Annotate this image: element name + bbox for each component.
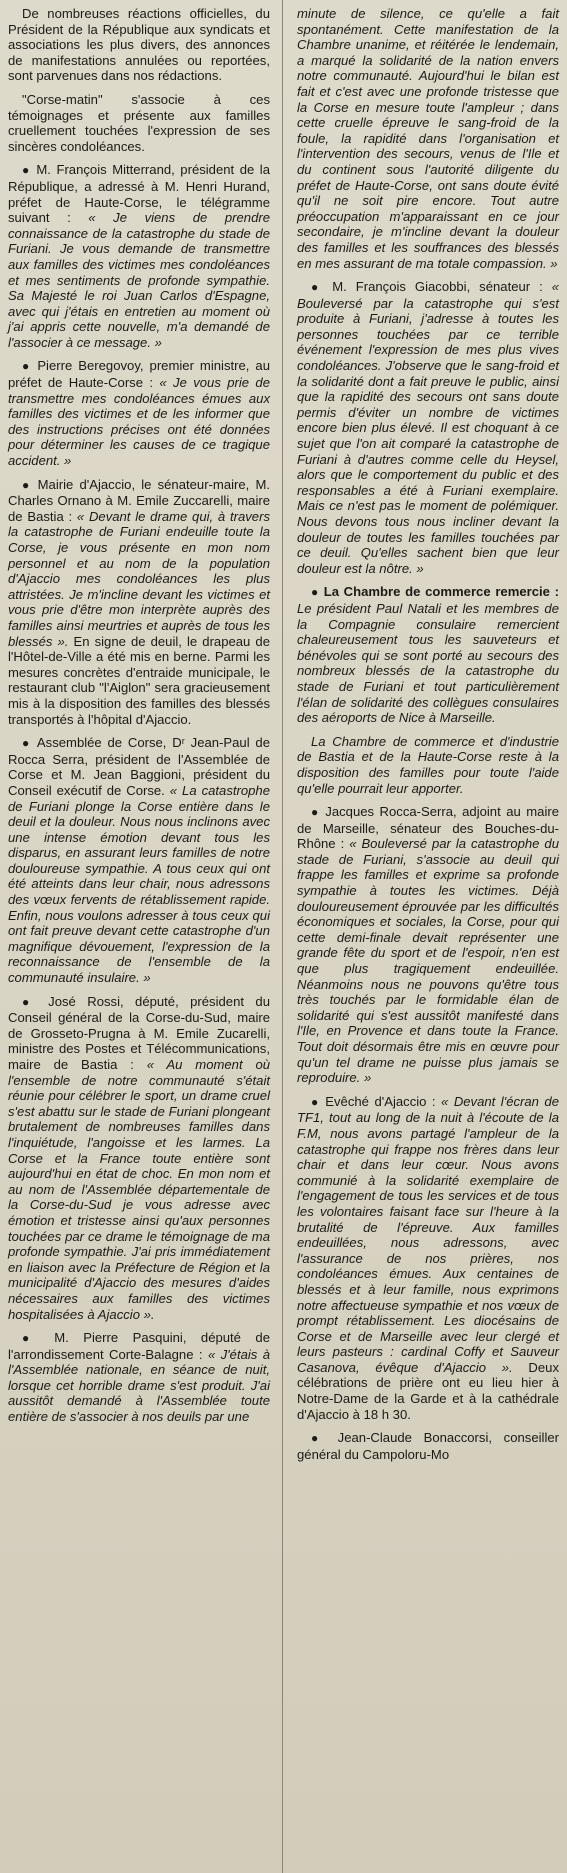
left-column [8,6,270,1433]
corse-matin-paragraph: "Corse-matin" s'associe à ces témoignages et présente aux familles cruellement touchées l'expression de ses sincères condoléances. [8,91,270,154]
rocca-paragraph [297,804,559,1086]
column-divider [282,0,283,1873]
rossi-lead: José Rossi, député, président du Conseil général de la Corse-du-Sud, maire de Grosseto-Prugna à M. Emile Zucarelli, ministre des Postes et Télécommunications, maire de Bastia : [8,993,270,1072]
pasquini-quote: « J'étais à l'Assemblée nationale, en séance de nuit, lorsque cet horrible drame s'est produit. J'ai aussitôt demandé à l'Assemblée toute entière de s'associer à nos deuils par une [8,1346,271,1425]
giacobbi-paragraph [297,279,559,576]
intro-paragraph: De nombreuses réactions officielles, du Président de la République aux syndicats et associations les plus divers, des annonces de manifestations annulées ou reportées, sont parvenues dans nos rédactions. [8,6,270,84]
beregovoy-quote: « Je vous prie de transmettre mes condoléances émues aux familles des victimes et de les informer que des instructions précises ont été données pour déterminer les causes de ce tragique accident. » [8,375,270,469]
assemblee-quote: « La catastrophe de Furiani plonge la Corse entière dans le deuil et la douleur. Nous nous inclinons avec une intense émotion devant tous les disparus, en assurant leurs familles de notre douloureuse sympathie. A tous ceux qui ont été atteints dans leur chair, nous adressons des vœux fervents de rétablissement rapide. Enfin, nous voulons adresser à tous ceux qui ont fait preuve devant cette catastrophe d'un magnifique dévouement, l'expression de la reconnaissance de l'ensemble de la communauté insulaire. » [8,782,270,986]
ajaccio-paragraph [8,477,270,728]
beregovoy-lead: Pierre Beregovoy, premier ministre, au préfet de Haute-Corse : [8,358,270,391]
bonaccorsi-paragraph [297,1430,559,1462]
pasquini-paragraph [8,1330,270,1425]
mitterrand-lead: M. François Mitterrand, président de la République, a adressé à M. Henri Hurand, préfet de Haute-Corse, le télégramme suivant : [8,162,270,226]
eveche-quote: « Devant l'écran de TF1, tout au long de la nuit à l'écoute de la F.M, nous avons partagé l'ampleur de la catastrophe qui frappe nos frères dans leur chair et dans leur cœur. Nous avons communié à la solidarité exemplaire de l'engagement de tous les services et de tous les volontaires faisant face sur l'heure à la brutalité de l'épreuve. Aux familles endeuillées, nous adressons, avec l'assurance de nos prières, nos condoléances émues. Aux centaines de blessés et à leur famille, nous exprimons notre affectueuse sympathie et nos vœux de prompt rétablissement. Les diocésains de Corse et de Marseille avec leur clergé et leurs pasteurs : cardinal Coffy et Sauveur Casanova, évêque d'Ajaccio ». [297,1093,559,1375]
rossi-paragraph [8,994,270,1322]
bonaccorsi-lead: Jean-Claude Bonaccorsi, conseiller général du Campoloru-Mo [297,1430,559,1462]
chambre-tail-paragraph [297,734,559,796]
pasquini-lead: M. Pierre Pasquini, député de l'arrondissement Corte-Balagne : [8,1330,270,1362]
assemblee-paragraph [8,735,270,986]
right-column [297,6,559,1470]
chambre-tail: La Chambre de commerce et d'industrie de Bastia et de la Haute-Corse reste à la disposition des familles pour toute l'aide qu'elle pourrait leur apporter. [297,733,559,796]
mitterrand-quote: « Je viens de prendre connaissance de la catastrophe du stade de Furiani. Je vous demande de transmettre aux familles des victimes mes condoléances et mes sentiments de profonde sympathie. Sa Majesté le roi Juan Carlos d'Espagne, avec qui j'étais en entretien au moment où j'ai appris cette nouvelle, m'a demandé de l'associer à ce message. » [8,210,270,350]
rocca-quote: « Bouleversé par la catastrophe du stade de Furiani, s'associe au deuil qui frappe les familles et exprime sa profonde sympathie à toutes les victimes. Déjà douloureusement éprouvée par les difficultés économiques et sociales, la Corse, pour qui cette demi-finale devait représenter une grande fête du sport et de l'espoir, n'en est que plus tragiquement endeuillée. Néanmoins nous ne pouvons qu'être tous très touchés par le formidable élan de solidarité qui s'est aussitôt manifesté dans l'Ile, en Provence et dans toute la France. Tout doit désormais être mis en œuvre pour qu'un tel drame ne puisse plus jamais se reproduire. » [297,836,559,1086]
rossi-quote: « Au moment où l'ensemble de notre communauté s'était réunie pour célébrer le sport, un drame cruel s'est abattu sur le stade de Furiani plongeant brutalement de nombreuses familles dans l'inquiétude, l'angoisse et les larmes. La Corse et la France toute entière sont aujourd'hui en état de choc. En mon nom et au nom de l'Assemblée départementale de la Corse-du-Sud je vous adresse avec émotion et tristesse ainsi qu'aux personnes touchées par ce drame le témoignage de ma profonde sympathie. J'ai pris immédiatement en liaison avec la Préfecture de Région et la municipalité d'Ajaccio des mesures d'aides nécessaires aux familles des victimes hospitalisées à Ajaccio ». [8,1057,271,1322]
beregovoy-paragraph [8,358,270,468]
ajaccio-lead: Mairie d'Ajaccio, le sénateur-maire, M. Charles Ornano à M. Emile Zuccarelli, maire de Bastia : [8,476,270,524]
eveche-paragraph [297,1094,559,1422]
chambre-paragraph [297,584,559,725]
pasquini-continued [297,6,559,271]
ajaccio-quote: « Devant le drame qui, à travers la catastrophe de Furiani endeuille toute la Corse, je vous présente en mon nom personnel et au nom de la population d'Ajaccio mes condoléances les plus attristées. Je m'incline devant les victimes et vous prie d'être mon interprète auprès des familles ainsi meurtries et auprès de tous les blessés ». [8,508,270,649]
eveche-tail: Deux célébrations de prière ont eu lieu hier à Notre-Dame de la Garde et à la cathédrale d'Ajaccio à 18 h 30. [297,1359,559,1422]
rocca-lead: Jacques Rocca-Serra, adjoint au maire de Marseille, sénateur des Bouches-du-Rhône : [297,804,559,852]
giacobbi-quote: « Bouleversé par la catastrophe qui s'est produite à Furiani, j'adresse à toutes les personnes touchées par ce terrible événement l'expression de mes plus vives condoléances. J'observe que le sang-froid et la solidarité dont a fait preuve le public, ainsi que la rapidité des secours ont sans doute permis d'éviter un nombre de victimes encore bien plus élevé. Il est choquant à ce sujet que l'on ait comparé la catastrophe de Furiani à d'autres comme celle du Heysel, alors que le comportement du public et des responsables a été à Furiani exemplaire. Mais ce n'est pas le moment de polémiquer. Nous devons tous nous incliner devant la douleur de toutes les familles touchées par ce deuil. Qu'elles sachent bien que leur douleur est la nôtre. » [297,279,559,576]
ajaccio-tail: En signe de deuil, le drapeau de l'Hôtel-de-Ville a été mis en berne. Parmi les mesures concrètes d'entraide municipale, le restaurant club "l'Aiglon" sera gracieusement mis à la disposition des familles des blessés transportés à l'hôpital d'Ajaccio. [8,633,270,727]
giacobbi-lead: M. François Giacobbi, sénateur : [332,279,552,295]
mitterrand-paragraph [8,162,270,350]
eveche-lead: Evêché d'Ajaccio : [325,1093,442,1109]
assemblee-lead: Assemblée de Corse, Dʳ Jean-Paul de Rocca Serra, président de l'Assemblée de Corse et M. Jean Baggioni, président du Conseil exécutif de Corse. [8,735,270,798]
pasquini-quote-cont: minute de silence, ce qu'elle a fait spontanément. Cette manifestation de la Chambre unanime, et réitérée le lendemain, a marqué la solidarité de la nation envers notre communauté. Aujourd'hui le bilan est fait et c'est avec une profonde tristesse que la Corse en mesure toute l'ampleur ; dans cette cruelle épreuve le sang-froid de la foule, la rapidité dans l'organisation et l'intervention des secours, venus de l'Ile et du continent sous l'autorité diligente du préfet de Haute-Corse, ont sans doute évité qu'il ne soit pire encore. Tout autre préoccupation m'apparaissant en ce jour secondaire, je m'incline devant la douleur des familles et les souffrances des blessés en mes assurant de ma totale compassion. » [297,6,559,271]
chambre-quote: Le président Paul Natali et les membres de la Compagnie consulaire remercient chaleureusement tous les sauveteurs et bénévoles qui se sont porté au secours des nombreux blessés de la catastrophe du stade de Furiani et tout particulièrement l'élan de solidarité des collègues consulaires des aéroports de Nice à Marseille. [297,600,559,726]
chambre-lead: La Chambre de commerce remercie : [323,584,559,600]
